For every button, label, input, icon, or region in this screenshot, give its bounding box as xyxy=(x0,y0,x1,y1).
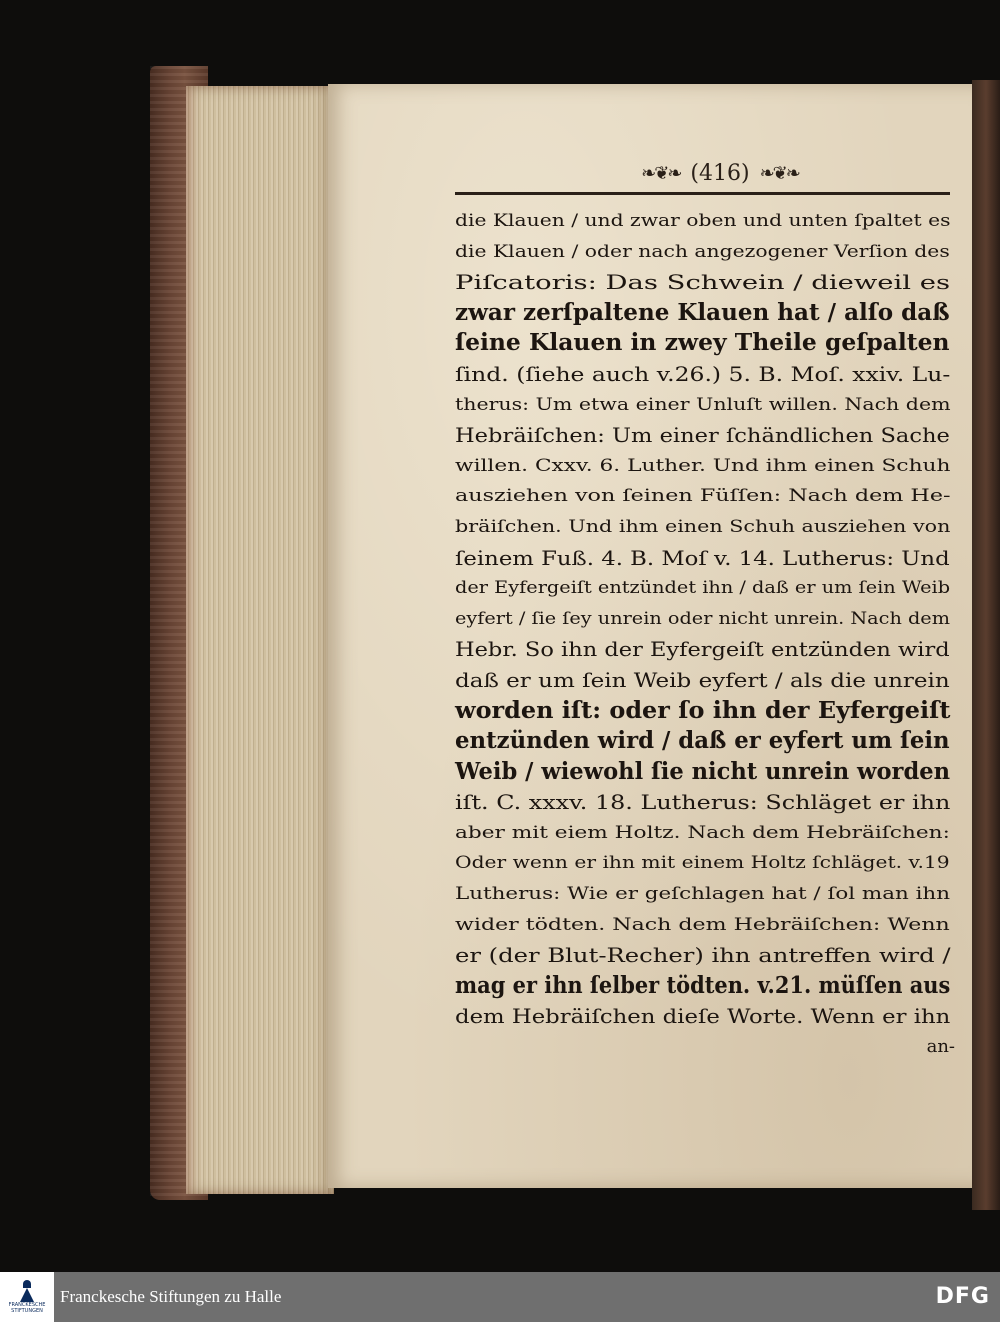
text-line: Piſcatoris: Das Schwein / dieweil es xyxy=(455,270,951,295)
institution-name[interactable]: Franckesche Stiftungen zu Halle xyxy=(60,1287,282,1306)
text-line: therus: Um etwa einer Unluſt willen. Nach dem xyxy=(455,394,951,415)
logo-text: FRANCKESCHE STIFTUNGEN xyxy=(8,1302,46,1314)
page-text xyxy=(455,206,955,1063)
text-line: worden iſt: oder ſo ihn der Eyfergeiſt xyxy=(455,696,951,724)
text-line: ſind. (ſiehe auch v.26.) 5. B. Moſ. xxiv. Lu- xyxy=(455,361,951,386)
text-line: mag er ihn ſelber tödten. v.21. müſſen aus xyxy=(455,971,951,999)
text-line: Hebräiſchen: Um einer ſchändlichen Sache xyxy=(455,423,950,448)
text-line: daß er um ſein Weib eyfert / als die unrein xyxy=(455,667,950,692)
text-line: wider tödten. Nach dem Hebräiſchen: Wenn xyxy=(455,914,950,935)
page-header xyxy=(620,158,820,188)
institution-logo[interactable] xyxy=(0,1272,54,1322)
text-line: eyfert / ſie ſey unrein oder nicht unrein. Nach dem xyxy=(455,608,950,629)
page-edges xyxy=(186,86,334,1194)
text-line: dem Hebräiſchen dieſe Worte. Wenn er ihn xyxy=(455,1004,951,1029)
page-number: (416) xyxy=(690,160,750,186)
text-line: iſt. C. xxxv. 18. Lutherus: Schläget er ihn xyxy=(455,790,951,815)
tower-icon xyxy=(19,1280,35,1302)
text-line: die Klauen / oder nach angezogener Verſion des xyxy=(455,241,950,262)
text-line: an- xyxy=(926,1036,955,1058)
text-line: ausziehen von ſeinen Füſſen: Nach dem He- xyxy=(455,486,951,507)
text-line: Weib / wiewohl ſie nicht unrein worden xyxy=(455,757,951,785)
ornament-left-icon: ❧❦❧ xyxy=(641,162,681,184)
text-line: er (der Blut-Recher) ihn antreffen wird / xyxy=(455,943,951,968)
text-line: aber mit eiem Holtz. Nach dem Hebräiſchen: xyxy=(455,822,950,843)
text-line: ſeinem Fuß. 4. B. Moſ v. 14. Lutherus: Und xyxy=(455,545,950,570)
text-line: Hebr. So ihn der Eyfergeiſt entzünden wird xyxy=(455,637,950,662)
text-line: Lutherus: Wie er geſchlagen hat / ſol man ihn xyxy=(455,884,951,905)
ornament-right-icon: ❧❦❧ xyxy=(759,162,799,184)
text-line: willen. Cxxv. 6. Luther. Und ihm einen Schuh xyxy=(455,455,951,476)
dfg-logo[interactable]: DFG xyxy=(935,1284,990,1309)
text-line: ſeine Klauen in zwey Theile geſpalten xyxy=(455,329,950,357)
text-line: entzünden wird / daß er eyfert um ſein xyxy=(455,727,950,755)
text-line: bräiſchen. Und ihm einen Schuh ausziehen von xyxy=(455,516,951,537)
header-rule xyxy=(455,192,950,195)
text-line: zwar zerſpaltene Klauen hat / alſo daß xyxy=(455,298,950,326)
text-line: die Klauen / und zwar oben und unten ſpaltet es xyxy=(455,211,951,231)
text-line: der Eyfergeiſt entzündet ihn / daß er um ſein Weib xyxy=(455,578,951,599)
text-line: Oder wenn er ihn mit einem Holtz ſchläget. v.19 xyxy=(455,853,950,874)
footer-bar xyxy=(0,1272,1000,1322)
